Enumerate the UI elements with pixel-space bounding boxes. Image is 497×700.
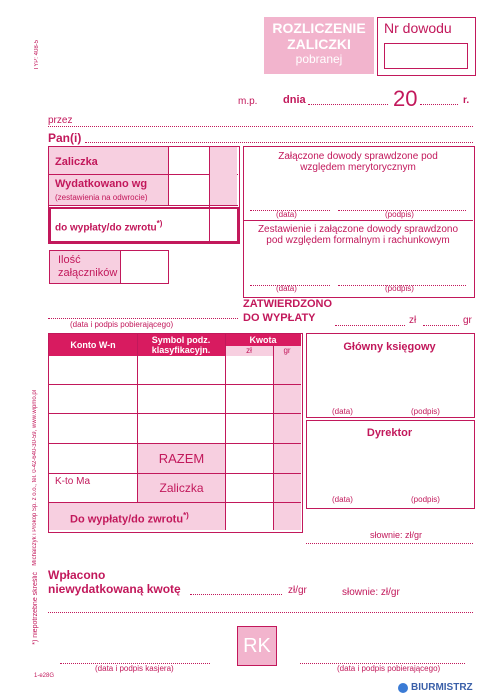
zatwierdzono-gr-field[interactable] (423, 325, 459, 326)
nr-dowodu-field[interactable] (384, 43, 468, 69)
slownie-right-field[interactable] (306, 543, 473, 544)
watermark-icon (398, 683, 408, 693)
glowny-podpis: (podpis) (411, 407, 440, 416)
wplacono-line2: niewydatkowaną kwotę (48, 582, 181, 596)
wydatkowano-sub: (zestawienia na odwrocie) (55, 193, 148, 202)
glowny-label: Główny księgowy (343, 341, 436, 353)
do-wyplaty-text: do wypłaty/do zwrotu (55, 222, 157, 234)
zatwierdzono-line2: DO WYPŁATY (243, 312, 316, 324)
zaliczka-label: Zaliczka (55, 156, 98, 168)
zestawienie-line2: pod względem formalnym i rachunkowym (266, 235, 450, 246)
dyrektor-podpis: (podpis) (411, 495, 440, 504)
do-wyplaty-label (55, 219, 162, 233)
do-wyplaty-table-star: *) (183, 511, 189, 520)
symbol-header2: klasyfikacyjn. (151, 345, 211, 355)
zalaczone-line2: względem merytorycznym (300, 162, 416, 173)
r-label: r. (463, 95, 470, 106)
zalaczone-line1: Załączone dowody sprawdzone pod (278, 151, 438, 162)
pan-field[interactable] (85, 142, 473, 143)
wplacono-field[interactable] (190, 594, 282, 595)
ilosc-label1: Ilość (58, 254, 81, 266)
title-line3: pobranej (295, 52, 343, 66)
year-label: 20 (393, 86, 418, 111)
symbol-header1: Symbol podz. (151, 335, 211, 345)
dyrektor-label: Dyrektor (366, 427, 413, 439)
wplacono-zlgr: zł/gr (288, 585, 307, 596)
niepotrzebne-note: *) niepotrzebne skreślić (32, 572, 39, 645)
zatwierdzono-zl-field[interactable] (335, 325, 405, 326)
title-line2: ZALICZKI (287, 36, 351, 52)
typ-label: TYP: 408-5 (34, 40, 40, 71)
slownie-right: słownie: zł/gr (370, 530, 423, 540)
ver-divider (243, 220, 473, 221)
razem-label: RAZEM (158, 451, 205, 466)
ver1-podpis: (podpis) (385, 210, 414, 219)
pan-label: Pan(i) (48, 131, 82, 145)
zl-header: zł (246, 346, 252, 355)
col-line-1 (168, 147, 169, 205)
przez-field[interactable] (48, 126, 473, 127)
code-label: 1-e28G (34, 673, 55, 679)
watermark-text: BIURMISTRZ (411, 682, 473, 693)
ver1-data: (data) (276, 210, 297, 219)
ilosc-label2: załączników (58, 267, 118, 279)
gr-col-shade (209, 147, 237, 205)
przez-label: przez (48, 115, 73, 126)
title-line1: ROZLICZENIE (272, 20, 366, 36)
zatwierdzono-line1: ZATWIERDZONO (243, 298, 333, 310)
kasjer-label: (data i podpis kasjera) (95, 664, 174, 673)
year-field[interactable] (420, 104, 458, 105)
wydatkowano-label: Wydatkowano wg (55, 178, 148, 190)
pobierajacy-label: (data i podpis pobierającego) (337, 664, 441, 673)
zatwierdzono-zl: zł (409, 315, 417, 326)
glowny-data: (data) (332, 407, 353, 416)
pobierajacy-line-top[interactable] (48, 318, 238, 319)
nr-dowodu-label: Nr dowodu (384, 20, 452, 36)
tbl-row-1 (49, 384, 301, 385)
do-wyplaty-table-text: Do wypłaty/do zwrotu (70, 513, 184, 526)
rk-stamp: RK (237, 626, 277, 666)
do-wyplaty-table (70, 511, 189, 526)
mp-label: m.p. (238, 96, 258, 107)
ktoma-label: K-to Ma (55, 476, 91, 487)
dnia-label: dnia (283, 94, 306, 106)
wplacono-slownie-field[interactable] (48, 612, 473, 613)
title-block (264, 17, 374, 74)
wplacono-line1: Wpłacono (48, 568, 106, 582)
ver2-podpis: (podpis) (385, 284, 414, 293)
publisher-note: Michalczyk i Prokop Sp. z o.o., tel. 0-42-640-30-59, www.wipmo.pl (32, 390, 38, 566)
zestawienie-line1: Zestawienie i załączone dowody sprawdzono (257, 224, 459, 235)
konto-header: Konto W-n (70, 340, 116, 350)
wplacono-slownie: słownie: zł/gr (342, 587, 400, 598)
tbl-row-2 (49, 413, 301, 414)
dyrektor-data: (data) (332, 495, 353, 504)
nr-dowodu-block (377, 17, 476, 76)
ilosc-field[interactable] (120, 250, 169, 284)
tbl-col-2 (225, 334, 226, 530)
zaliczka-table-label: Zaliczka (159, 481, 204, 495)
pobierajacy-label-top: (data i podpis pobierającego) (70, 320, 174, 329)
zatwierdzono-gr: gr (463, 315, 472, 326)
gr-header: gr (283, 346, 291, 355)
kwota-header: Kwota (249, 335, 277, 345)
dnia-field[interactable] (308, 104, 388, 105)
ver2-data: (data) (276, 284, 297, 293)
do-wyplaty-star: *) (156, 219, 163, 228)
